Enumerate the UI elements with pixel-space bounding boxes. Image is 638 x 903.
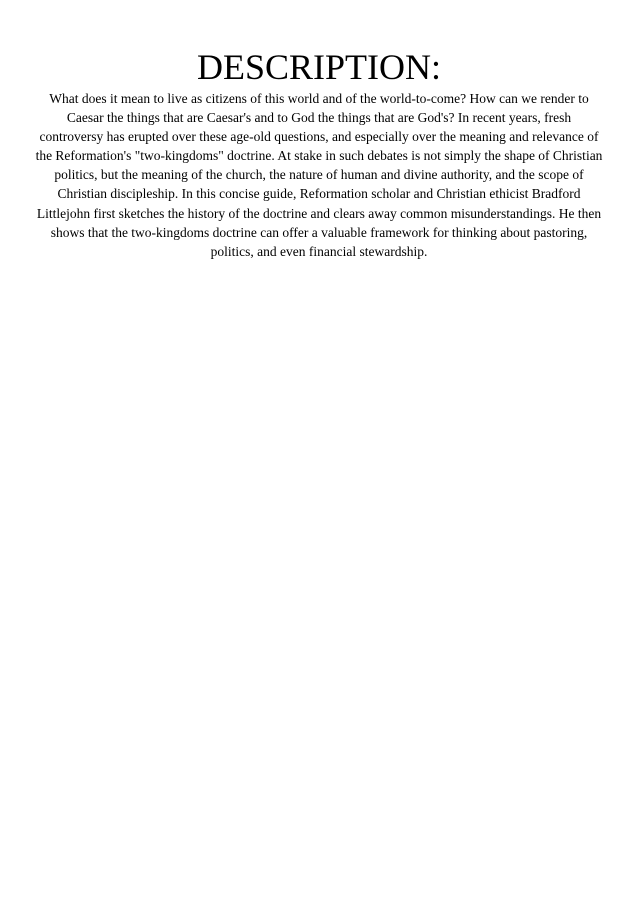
description-paragraph: What does it mean to live as citizens of this world and of the world-to-come? How can we render to Caesar the things that are Caesar's and to God the things that are God's? In recent years, fresh controversy has erupted over these age-old questions, and especially over the meaning and relevance of the Reformation's "two-kingdoms" doctrine. At stake in such debates is not simply the shape of Christian politics, but the meaning of the church, the nature of human and divine authority, and the scope of Christian discipleship. In this concise guide, Reformation scholar and Christian ethicist Bradford Littlejohn first sketches the history of the doctrine and clears away common misunderstandings. He then shows that the two-kingdoms doctrine can offer a valuable framework for thinking about pastoring, politics, and even financial stewardship. (35, 91, 603, 259)
page-title: DESCRIPTION: (196, 47, 442, 87)
